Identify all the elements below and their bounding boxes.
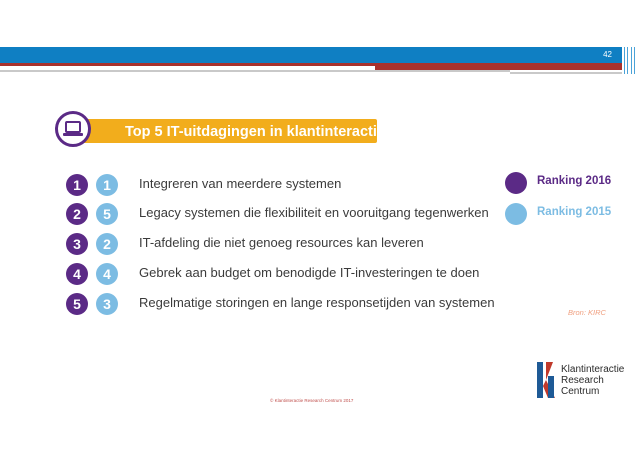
logo-line-1: Klantinteractie [561, 364, 625, 375]
item-text: Gebrek aan budget om benodigde IT-investeringen te doen [139, 265, 480, 280]
page-number: 42 [603, 50, 612, 59]
header-stripe-gray-accent [510, 72, 622, 74]
copyright: © Klantinteractie Research Centrum 2017 [270, 398, 354, 403]
rank-2016-badge: 2 [66, 203, 88, 225]
item-text: Integreren van meerdere systemen [139, 176, 342, 191]
legend-2015-dot [505, 203, 527, 225]
rank-2015-badge: 3 [96, 293, 118, 315]
kirc-logo [536, 360, 631, 402]
rank-2016-badge: 3 [66, 233, 88, 255]
rank-2015-badge: 2 [96, 233, 118, 255]
title-bar [81, 119, 385, 143]
slide-title: Top 5 IT-uitdagingen in klantinteractie [125, 124, 385, 140]
header-bar [0, 47, 622, 63]
rank-2015-badge: 1 [96, 174, 118, 196]
laptop-icon [55, 111, 91, 147]
item-text: Legacy systemen die flexibiliteit en vooruitgang tegenwerken [139, 205, 489, 220]
header-stripe-gray [0, 70, 510, 72]
rank-2016-badge: 1 [66, 174, 88, 196]
logo-line-2: Research [561, 375, 604, 386]
kirc-logo-mark [536, 360, 560, 400]
rank-2015-badge: 5 [96, 203, 118, 225]
item-text: IT-afdeling die niet genoeg resources kan leveren [139, 235, 424, 250]
legend-2016-dot [505, 172, 527, 194]
item-text: Regelmatige storingen en lange responsetijden van systemen [139, 295, 495, 310]
legend-2015-label: Ranking 2015 [537, 206, 612, 218]
source-note: Bron: KIRC [568, 308, 606, 317]
rank-2016-badge: 5 [66, 293, 88, 315]
logo-line-3: Centrum [561, 386, 600, 397]
legend-2016-label: Ranking 2016 [537, 175, 612, 187]
logo-text [561, 364, 624, 397]
rank-2016-badge: 4 [66, 263, 88, 285]
header-vertical-lines [622, 47, 638, 74]
rank-2015-badge: 4 [96, 263, 118, 285]
